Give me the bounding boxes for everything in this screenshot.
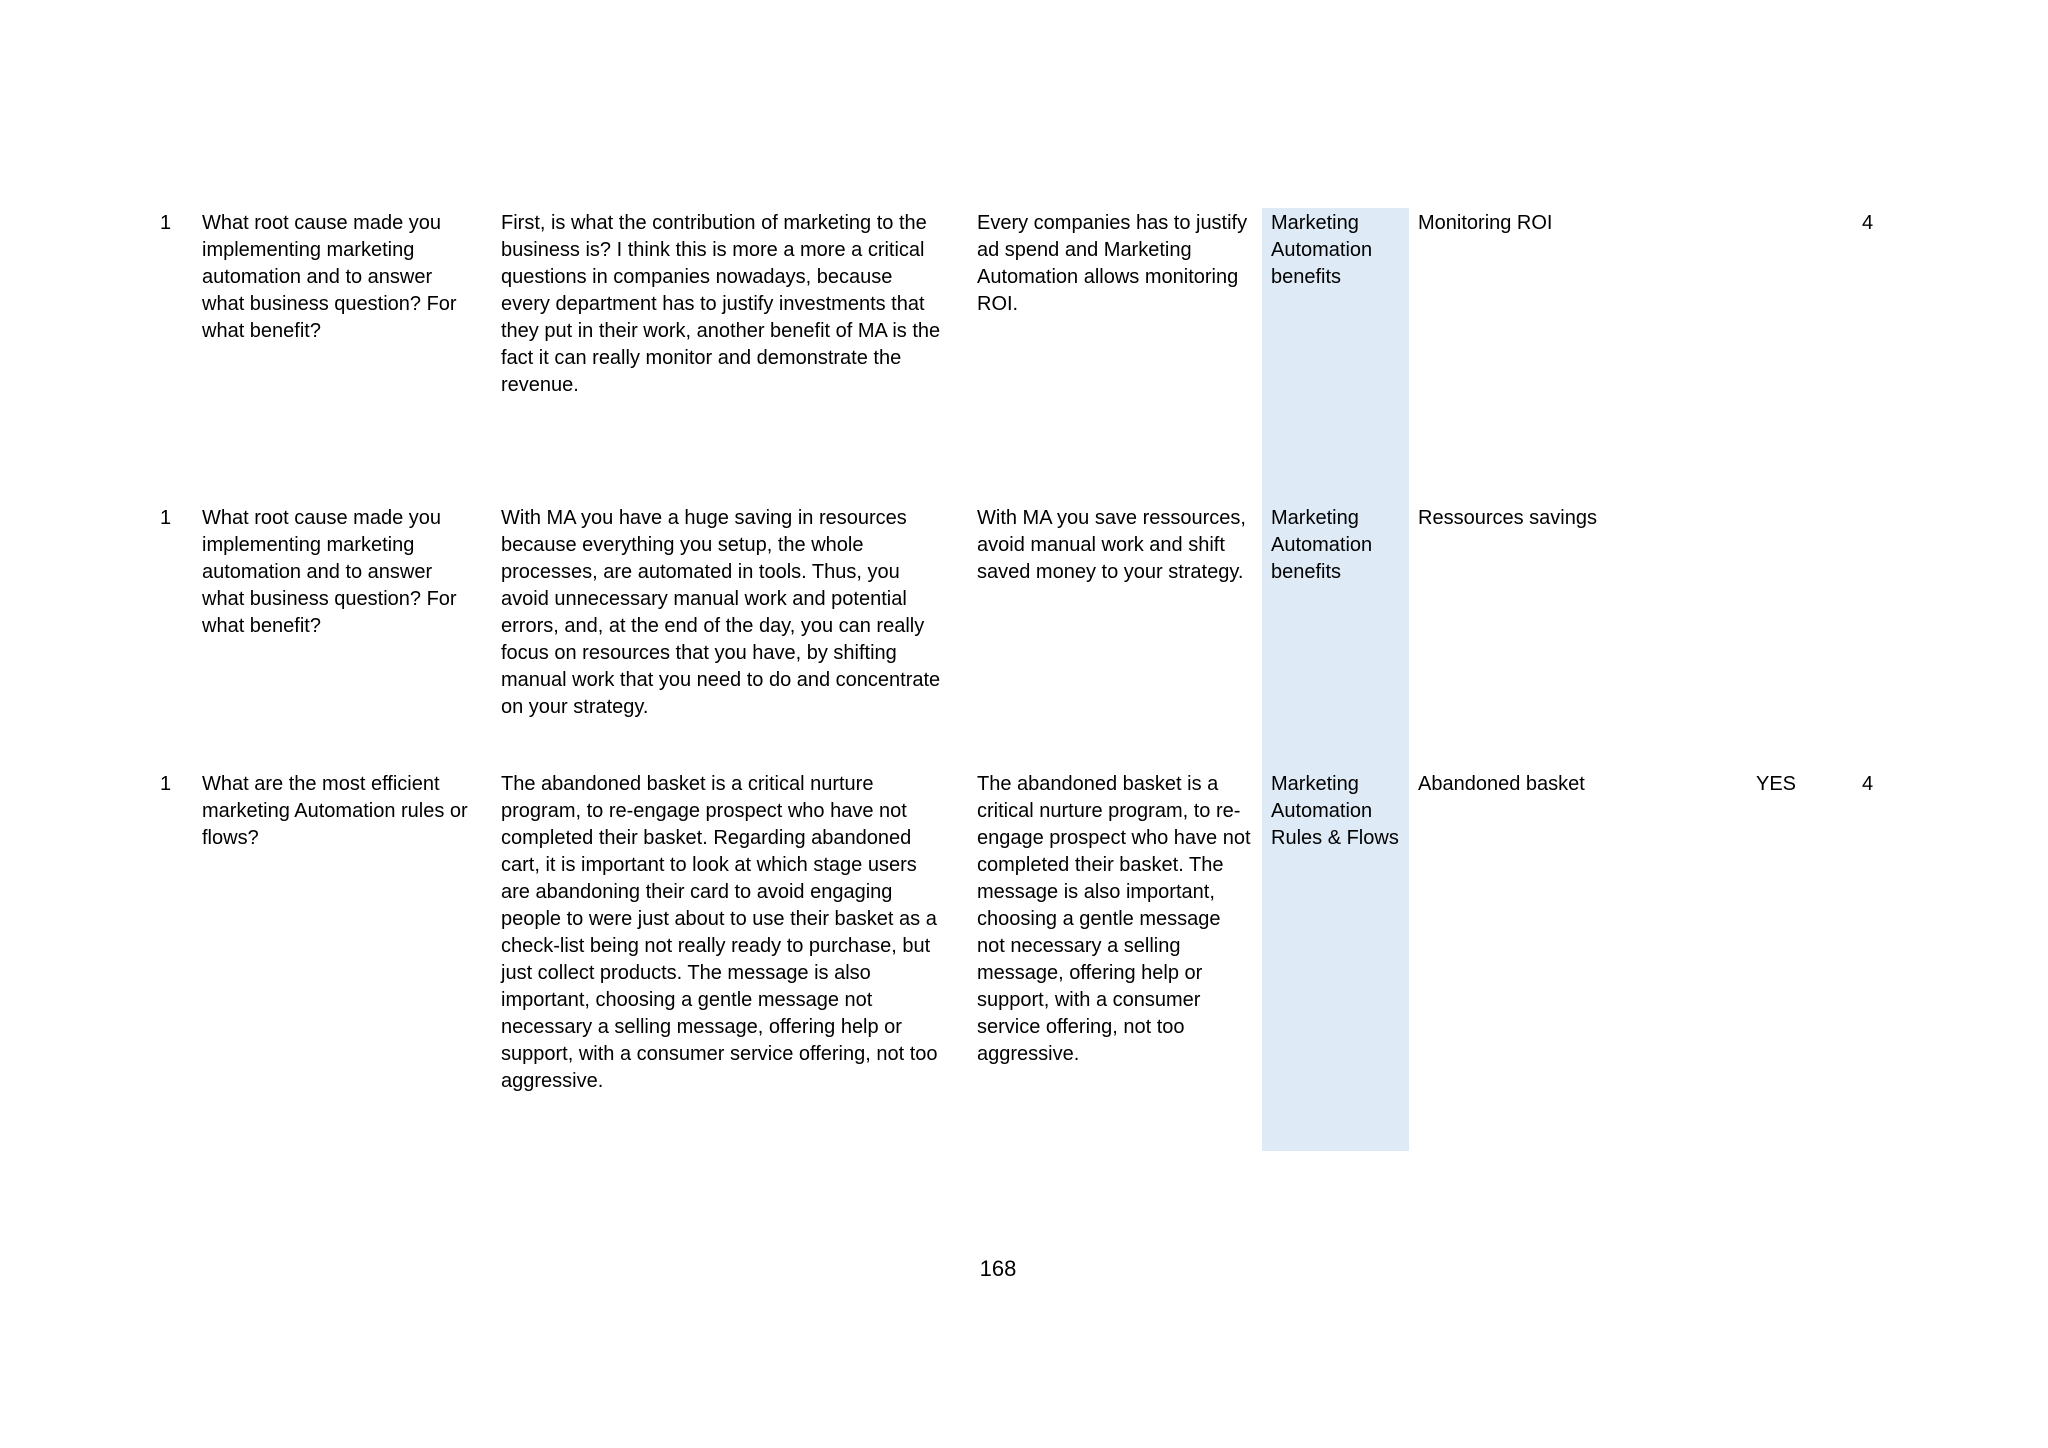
row-number: 1 xyxy=(160,507,172,529)
row-number: 1 xyxy=(160,773,172,795)
summary-text: With MA you save ressources, avoid manual work and shift saved money to your strategy. xyxy=(977,507,1246,583)
score-value: 4 xyxy=(1862,773,1874,795)
score-value: 4 xyxy=(1862,212,1874,234)
category-column-highlight xyxy=(1262,208,1409,1151)
row-number: 1 xyxy=(160,212,172,234)
question-text: What are the most efficient marketing Automation rules or flows? xyxy=(202,773,468,849)
subcategory-label: Monitoring ROI xyxy=(1418,212,1553,234)
category-label: Marketing Automation benefits xyxy=(1271,212,1373,288)
flag-value: YES xyxy=(1756,773,1797,795)
category-label: Marketing Automation Rules & Flows xyxy=(1271,773,1399,849)
summary-text: Every companies has to justify ad spend and Marketing Automation allows monitoring ROI. xyxy=(977,212,1248,315)
subcategory-label: Ressources savings xyxy=(1418,507,1597,529)
answer-text: First, is what the contribution of marketing to the business is? I think this is more a more a critical questions in companies nowadays, because every department has to justify investments that they put in their work, another benefit of MA is the fact it can really monitor and demonstrate the revenue. xyxy=(501,212,941,396)
question-text: What root cause made you implementing marketing automation and to answer what business question? For what benefit? xyxy=(202,212,457,342)
summary-text: The abandoned basket is a critical nurture program, to re-engage prospect who have not completed their basket. The message is also important, choosing a gentle message not necessary a selling message, offering help or support, with a consumer service offering, not too aggressive. xyxy=(977,773,1251,1065)
subcategory-label: Abandoned basket xyxy=(1418,773,1585,795)
category-label: Marketing Automation benefits xyxy=(1271,507,1373,583)
answer-text: The abandoned basket is a critical nurture program, to re-engage prospect who have not completed their basket. Regarding abandoned cart, it is important to look at which stage users are abandoning their card to avoid engaging people to were just about to use their basket as a check-list being not really ready to purchase, but just collect products. The message is also important, choosing a gentle message not necessary a selling message, offering help or support, with a consumer service offering, not too aggressive. xyxy=(501,773,938,1092)
question-text: What root cause made you implementing marketing automation and to answer what business question? For what benefit? xyxy=(202,507,457,637)
answer-text: With MA you have a huge saving in resources because everything you setup, the whole processes, are automated in tools. Thus, you avoid unnecessary manual work and potential errors, and, at the end of the day, you can really focus on resources that you have, by shifting manual work that you need to do and concentrate on your strategy. xyxy=(501,507,941,718)
page-number: 168 xyxy=(979,1256,1017,1281)
